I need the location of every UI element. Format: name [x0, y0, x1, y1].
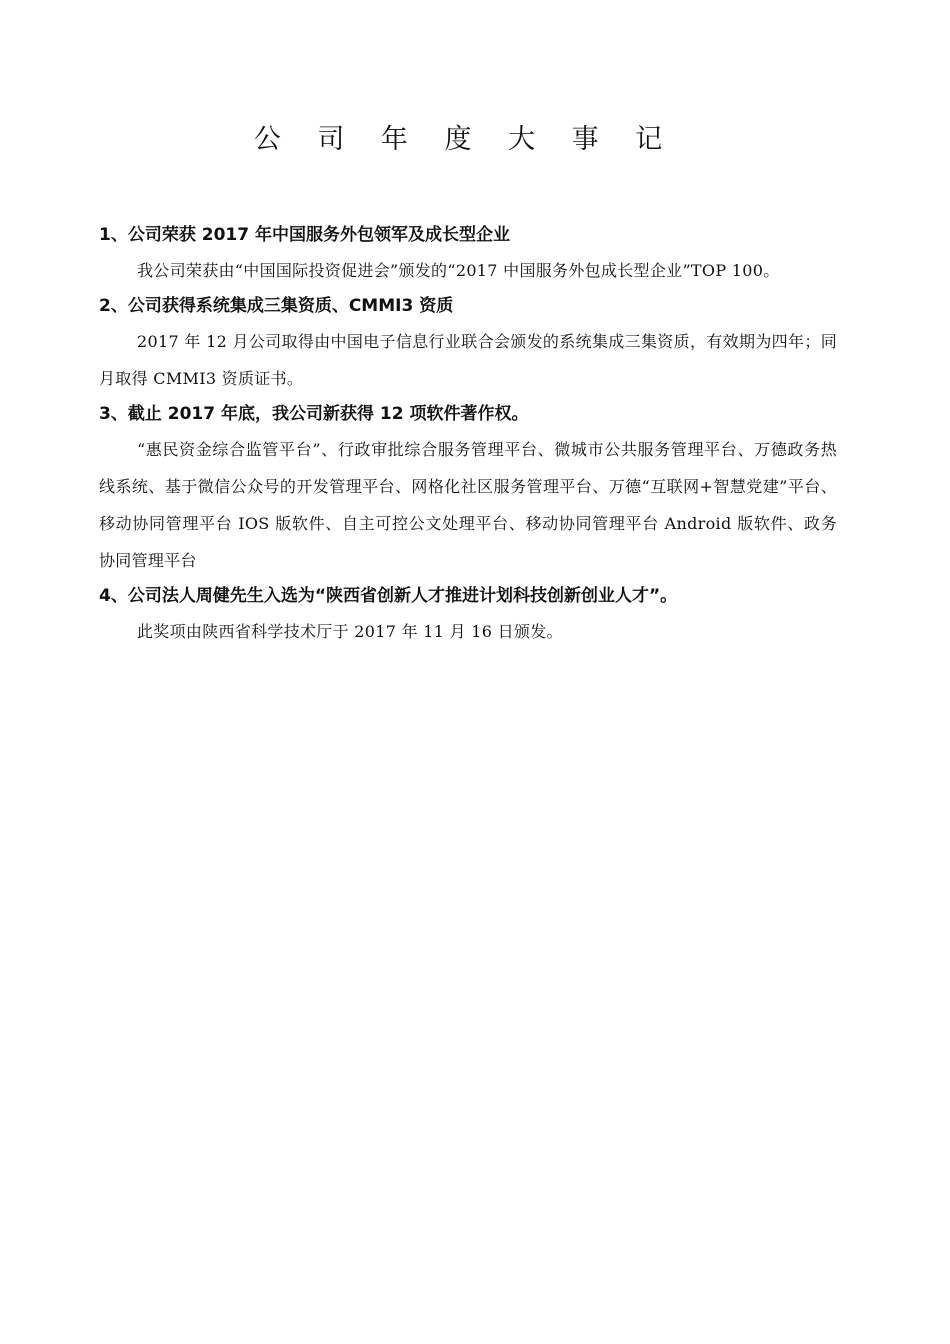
page-title: 公 司 年 度 大 事 记	[253, 124, 677, 155]
document-body	[99, 218, 837, 650]
section-heading: 4、公司法人周健先生入选为“陕西省创新人才推进计划科技创新创业人才”。	[99, 586, 678, 606]
section-heading: 3、截止 2017 年底，我公司新获得 12 项软件著作权。	[99, 404, 529, 424]
section-2	[99, 289, 837, 397]
section-paragraph: “惠民资金综合监管平台”、行政审批综合服务管理平台、微城市公共服务管理平台、万德政务热线系统、基于微信公众号的开发管理平台、网格化社区服务管理平台、万德“互联网+智慧党建”平台、移动协同管理平台 IOS 版软件、自主可控公文处理平台、移动协同管理平台 Android 版软件、政务协同管理平台	[99, 440, 837, 570]
section-1	[99, 218, 837, 289]
section-paragraph: 我公司荣获由“中国国际投资促进会”颁发的“2017 中国服务外包成长型企业”TOP 100。	[137, 261, 780, 280]
section-heading: 1、公司荣获 2017 年中国服务外包领军及成长型企业	[99, 225, 510, 245]
section-paragraph: 此奖项由陕西省科学技术厅于 2017 年 11 月 16 日颁发。	[137, 622, 563, 641]
section-4	[99, 579, 837, 650]
section-paragraph: 2017 年 12 月公司取得由中国电子信息行业联合会颁发的系统集成三集资质，有效期为四年；同月取得 CMMI3 资质证书。	[99, 332, 837, 388]
section-heading: 2、公司获得系统集成三集资质、CMMI3 资质	[99, 296, 454, 316]
section-3	[99, 397, 837, 579]
